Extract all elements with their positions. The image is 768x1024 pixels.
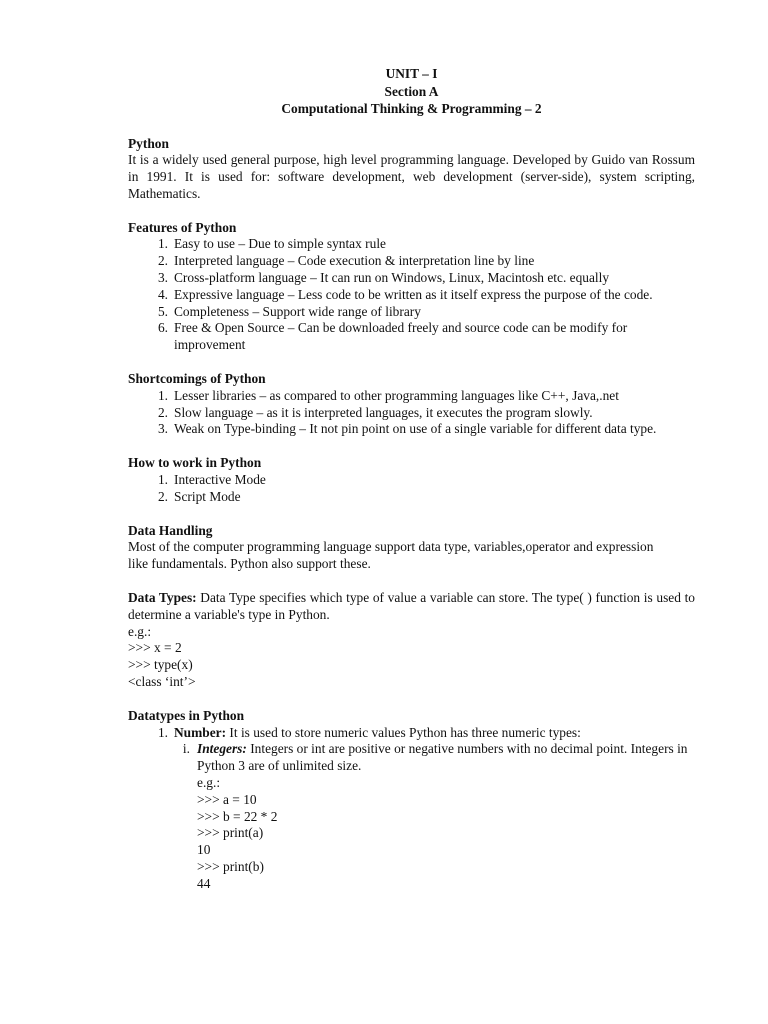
python-paragraph: It is a widely used general purpose, high level programming language. Developed by Guido van Rossum in 1991. It is used for: software development, web development (server-side), system scripting, Mathematics. <box>128 152 695 201</box>
code-line: >>> type(x) <box>128 657 193 673</box>
datahandling-heading: Data Handling <box>128 522 213 538</box>
datahandling-paragraph: Most of the computer programming language support data type, variables,operator and expression <box>128 539 654 555</box>
sub-item-text <box>197 741 695 775</box>
list-item <box>128 421 695 438</box>
code-line: e.g.: <box>197 775 221 790</box>
section-heading: Section A <box>384 83 439 99</box>
item-text: Interactive Mode <box>174 472 266 488</box>
shortcomings-heading: Shortcomings of Python <box>128 371 266 387</box>
list-item <box>128 388 695 405</box>
item-text: Expressive language – Less code to be written as it itself express the purpose of the code. <box>174 286 653 302</box>
code-line: >>> print(b) <box>197 858 264 874</box>
list-item <box>128 270 695 287</box>
item-text: Slow language – as it is interpreted languages, it executes the program slowly. <box>174 404 593 420</box>
item-number: 3. <box>157 421 168 437</box>
integers-text: Integers or int are positive or negative numbers with no decimal point. Integers in Python 3 are of unlimited size. <box>197 741 688 774</box>
item-number: 2. <box>157 404 168 420</box>
item-text: Free & Open Source – Can be downloaded freely and source code can be modify for improvement <box>174 320 628 353</box>
item-number: 2. <box>157 253 168 269</box>
features-heading: Features of Python <box>128 219 237 235</box>
number-text: It is used to store numeric values Python has three numeric types: <box>226 724 581 740</box>
code-line: <class ‘int’> <box>128 674 196 690</box>
item-text: Script Mode <box>174 488 241 504</box>
list-item <box>128 405 695 422</box>
list-item <box>128 253 695 270</box>
dtpython-heading: Datatypes in Python <box>128 707 245 723</box>
sub-item-number: i. <box>182 741 190 757</box>
list-item <box>128 236 695 253</box>
item-number: 6. <box>157 320 168 336</box>
integers-code <box>128 775 695 893</box>
item-number: 2. <box>157 488 168 504</box>
item-number: 1. <box>157 236 168 252</box>
document-content <box>128 66 695 893</box>
howto-heading: How to work in Python <box>128 455 262 471</box>
item-text: Lesser libraries – as compared to other programming languages like C++, Java,.net <box>174 387 619 403</box>
list-item <box>128 489 695 506</box>
shortcomings-list <box>128 388 695 438</box>
item-text: Easy to use – Due to simple syntax rule <box>174 236 386 252</box>
code-line: e.g.: <box>128 623 152 639</box>
list-item <box>128 725 695 742</box>
integers-label: Integers: <box>197 741 247 757</box>
list-item <box>128 472 695 489</box>
item-text <box>174 725 695 742</box>
item-text: Completeness – Support wide range of library <box>174 303 421 319</box>
document-header <box>128 66 695 119</box>
code-line: >>> x = 2 <box>128 640 182 656</box>
list-item <box>128 287 695 304</box>
code-line: >>> print(a) <box>197 825 264 841</box>
item-number: 1. <box>157 724 168 740</box>
code-line: >>> b = 22 * 2 <box>197 808 278 824</box>
code-line: 44 <box>197 875 211 891</box>
item-text: Interpreted language – Code execution & interpretation line by line <box>174 253 535 269</box>
sub-list-item <box>128 741 695 775</box>
item-number: 1. <box>157 472 168 488</box>
howto-list <box>128 472 695 506</box>
item-text: Weak on Type-binding – It not pin point on use of a single variable for different data type. <box>174 421 657 437</box>
list-item <box>128 320 695 354</box>
item-number: 5. <box>157 303 168 319</box>
datatypes-label: Data Types: <box>128 590 197 606</box>
item-text: Cross-platform language – It can run on Windows, Linux, Macintosh etc. equally <box>174 270 610 286</box>
course-heading: Computational Thinking & Programming – 2 <box>281 101 542 116</box>
python-heading: Python <box>128 135 169 151</box>
item-number: 1. <box>157 387 168 403</box>
datatypes-code <box>128 624 695 691</box>
code-line: 10 <box>197 842 211 858</box>
number-label: Number: <box>174 724 227 740</box>
datatypes-text: Data Type specifies which type of value a variable can store. The type( ) function is used to determine a variable's type in Python. <box>128 590 695 622</box>
item-number: 3. <box>157 270 168 286</box>
code-line: >>> a = 10 <box>197 791 257 807</box>
datatypes-paragraph <box>128 590 695 624</box>
features-list <box>128 236 695 354</box>
list-item <box>128 304 695 321</box>
unit-heading: UNIT – I <box>385 66 438 81</box>
item-number: 4. <box>157 286 168 302</box>
datahandling-paragraph-2: like fundamentals. Python also support these. <box>128 556 371 572</box>
